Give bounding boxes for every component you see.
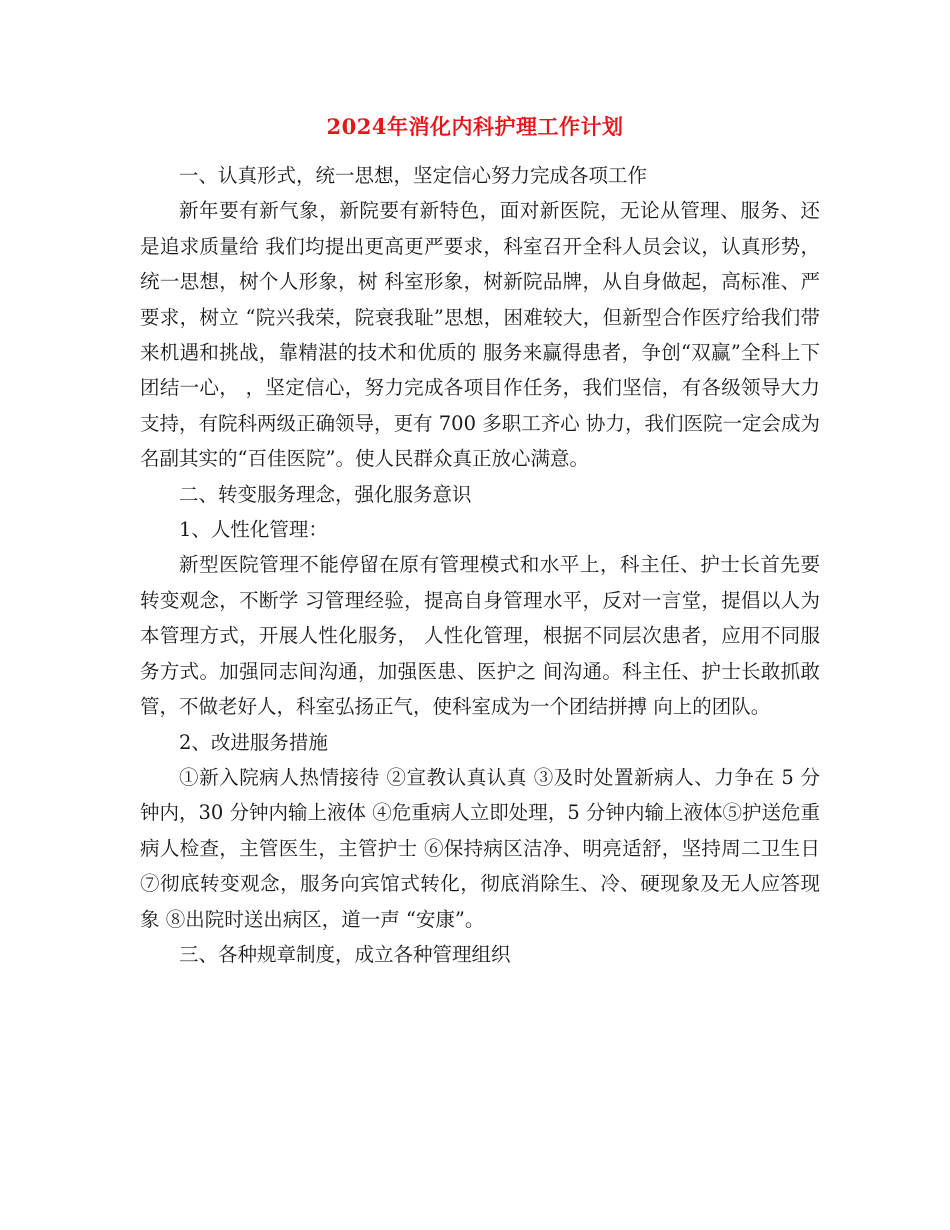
paragraph-2: 新型医院管理不能停留在原有管理模式和水平上，科主任、护士长首先要转变观念，不断学 习管理经验，提高自身管理水平，反对一言堂，提倡以人为本管理方式，开展人性化服务， 人性化管理，根据不同层次患者，应用不同服务方式。加强同志间沟通，加强医患、医护之 间沟通。科主任、护士长敢抓敢管，不做老好人，科室弘扬正气，使科室成为一个团结拼搏 向上的团队。 xyxy=(140,553,820,719)
paragraph-3: ①新入院病人热情接待 ②宣教认真认真 ③及时处置新病人、力争在 5 分钟内，30 分钟内输上液体 ④危重病人立即处理，5 分钟内输上液体⑤护送危重病人检查，主管医生，主管护士 ⑥保持病区洁净、明亮适舒，坚持周二卫生日 ⑦彻底转变观念，服务向宾馆式转化，彻底消除生、冷、硬现象及无人应答现象 ⑧出院时送出病区，道一声 “安康”。 xyxy=(140,765,820,931)
section-heading-2: 二、转变服务理念，强化服务意识 xyxy=(179,482,472,506)
section-heading-3: 三、各种规章制度，成立各种管理组织 xyxy=(179,942,511,966)
section-heading-1: 一、认真形式，统一思想，坚定信心努力完成各项工作 xyxy=(179,164,648,187)
paragraph-1: 新年要有新气象，新院要有新特色，面对新医院，无论从管理、服务、还是追求质量给 我们均提出更高更严要求，科室召开全科人员会议，认真形势，统一思想，树个人形象，树 科室形象，树新院品牌，从自身做起，高标准、严要求，树立 “院兴我荣，院衰我耻”思想，困难较大，但新型合作医疗给我们带来机遇和挑战，靠精湛的技术和优质的 服务来赢得患者，争创“双赢”全科上下团结一心， ，坚定信心，努力完成各项目作任务，我们坚信，有各级领导大力支持，有院科两级正确领导，更有 700 多职工齐心 协力，我们医院一定会成为名副其实的“百佳医院”。使人民群众真正放心满意。 xyxy=(140,199,820,471)
subsection-heading-humanized-management: 1、人性化管理： xyxy=(179,518,328,542)
subsection-heading-service-measures: 2、改进服务措施 xyxy=(179,730,328,754)
document-title: 2024年消化内科护理工作计划 xyxy=(326,114,624,139)
document-body xyxy=(140,158,820,972)
